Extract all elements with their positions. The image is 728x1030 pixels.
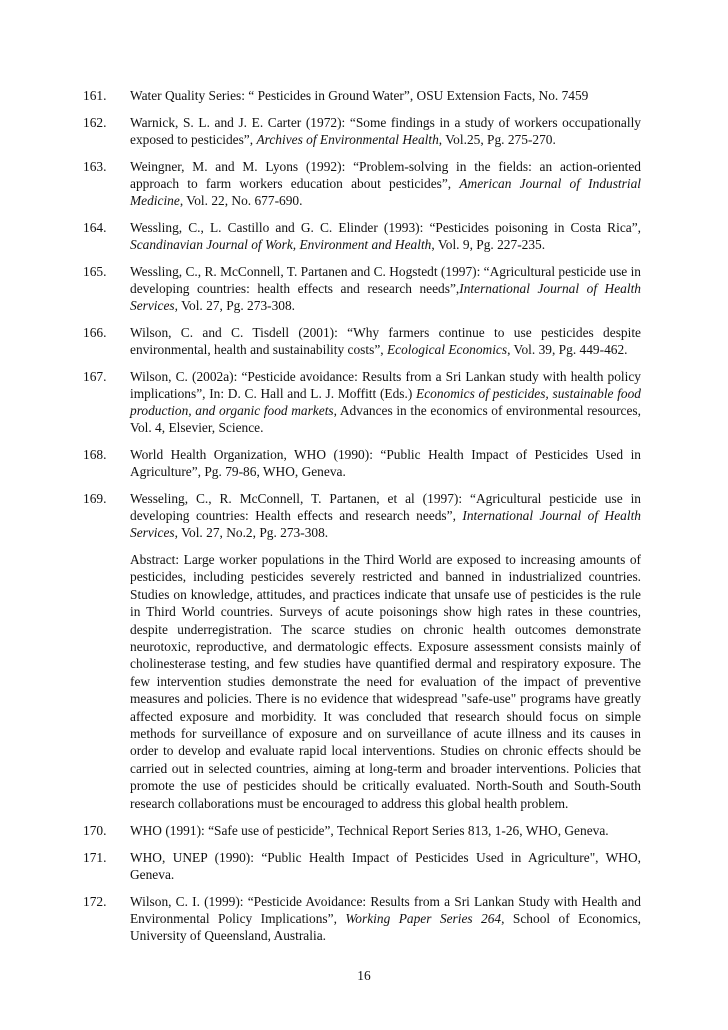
reference-number: 166. <box>83 325 107 340</box>
reference-list <box>83 87 641 954</box>
reference-text-segment: WHO (1991): “Safe use of pesticide”, Technical Report Series 813, 1-26, WHO, Geneva. <box>130 823 609 839</box>
reference-text-segment: , Vol. 22, No. 677-690. <box>179 193 303 208</box>
reference-text <box>130 263 641 314</box>
reference-number: 170. <box>83 823 107 839</box>
reference-text <box>130 446 641 480</box>
reference-text <box>130 822 641 839</box>
reference-number: 162. <box>83 115 107 130</box>
reference-entry <box>83 490 641 541</box>
reference-text-segment: , Advances in the economics of environmental resources, Vol. 4, Elsevier, Science. <box>130 403 641 435</box>
reference-title-italic: Economics of pesticides, sustainable food production, and organic food markets <box>130 386 641 418</box>
reference-text-segment: , Vol.25, Pg. 275-270. <box>438 132 556 147</box>
reference-text <box>130 490 641 541</box>
reference-title-italic: International Journal of Health Services <box>130 508 641 540</box>
reference-text-segment: Wesseling, C., R. McConnell, T. Partanen, et al (1997): “Agricultural pesticide use in developing countries: Health effects and research needs”, <box>130 491 641 523</box>
reference-text-segment: , Vol. 27, No.2, Pg. 273-308. <box>174 525 329 540</box>
reference-text-segment: WHO, UNEP (1990): “Public Health Impact of Pesticides Used in Agriculture", WHO, Geneva. <box>130 850 641 883</box>
reference-entry <box>83 849 641 883</box>
reference-entry <box>83 368 641 436</box>
reference-abstract: Abstract: Large worker populations in the Third World are exposed to increasing amounts of pesticides, including pesticides severely restricted and banned in industrialized countries. Studies on knowledge, attitudes, and practices indicate that unsafe use of pesticides is the rule in Third World countries. Surveys of acute poisonings show high rates in these countries, despite underregistration. The scarce studies on chronic health outcomes demonstrate neurotoxic, reproductive, and dermatologic effects. Exposure assessment consists mainly of cholinesterase testing, and few studies have quantified dermal and respiratory exposure. The few intervention studies demonstrate the need for evaluation of the impact of preventive measures and policies. There is no evidence that widespread "safe-use" programs have greatly affected exposure and morbidity. It was concluded that research should focus on simple methods for surveillance of exposure and on surveillance of acute illness and its causes in order to develop and evaluate rapid local interventions. Studies on chronic effects should be carried out in selected countries, aiming at long-term and broader interventions. Policies that promote the use of pesticides should be critically evaluated. North-South and South-South research collaborations must be encouraged to address this global health problem. <box>130 552 641 811</box>
reference-entry <box>83 114 641 148</box>
reference-text <box>130 368 641 436</box>
reference-text-segment: , Vol. 27, Pg. 273-308. <box>174 298 296 313</box>
reference-text-segment: Water Quality Series: “ Pesticides in Ground Water”, OSU Extension Facts, No. 7459 <box>130 88 589 103</box>
reference-entry <box>83 446 641 480</box>
reference-text-segment: , Vol. 9, Pg. 227-235. <box>431 237 546 252</box>
reference-entry <box>83 324 641 358</box>
reference-title-italic: Archives of Environmental Health <box>256 132 439 147</box>
reference-number: 167. <box>83 369 107 384</box>
reference-title-italic: Working Paper Series 264 <box>345 911 502 927</box>
reference-number: 163. <box>83 159 107 174</box>
page-number: 16 <box>357 968 371 983</box>
reference-text-segment: Wilson, C. (2002a): “Pesticide avoidance: Results from a Sri Lankan study with health policy implications”, In: D. C. Hall and L. J. Moffitt (Eds.) <box>130 369 641 401</box>
reference-text-segment: Wessling, C., R. McConnell, T. Partanen and C. Hogstedt (1997): “Agricultural pesticide use in developing countries: health effects and research needs”, <box>130 264 641 296</box>
reference-text <box>130 87 641 104</box>
reference-entry <box>83 219 641 253</box>
reference-title-italic: Ecological Economics <box>386 342 508 357</box>
reference-number: 172. <box>83 894 107 910</box>
reference-title-italic: International Journal of Health Services <box>130 281 641 313</box>
reference-text-segment: Wessling, C., L. Castillo and G. C. Elinder (1993): “Pesticides poisoning in Costa Rica”, <box>130 220 641 235</box>
reference-text <box>130 158 641 209</box>
reference-text <box>130 114 641 148</box>
reference-entry <box>83 822 641 839</box>
reference-text-segment: Wilson, C. I. (1999): “Pesticide Avoidance: Results from a Sri Lankan Study with Health and Environmental Policy Implications”, <box>130 894 641 927</box>
reference-number: 164. <box>83 220 107 235</box>
reference-text-segment: , School of Economics, University of Queensland, Australia. <box>130 911 642 944</box>
reference-entry <box>83 158 641 209</box>
reference-entry <box>83 263 641 314</box>
reference-text-segment: , Vol. 39, Pg. 449-462. <box>507 342 628 357</box>
reference-title-italic: Scandinavian Journal of Work, Environment and Health <box>130 237 432 252</box>
reference-number: 161. <box>83 88 107 103</box>
reference-number: 168. <box>83 447 107 462</box>
reference-entry <box>83 87 641 104</box>
reference-number: 169. <box>83 491 107 506</box>
reference-text <box>130 849 641 883</box>
reference-text <box>130 324 641 358</box>
reference-text-segment: Weingner, M. and M. Lyons (1992): “Problem-solving in the fields: an action-oriented approach to farm workers education about pesticides”, <box>130 159 641 191</box>
reference-text-segment: World Health Organization, WHO (1990): “Public Health Impact of Pesticides Used in Agriculture”, Pg. 79-86, WHO, Geneva. <box>130 447 641 479</box>
reference-number: 171. <box>83 850 107 866</box>
reference-entry <box>83 893 641 944</box>
reference-text-segment: Warnick, S. L. and J. E. Carter (1972): “Some findings in a study of workers occupationally exposed to pesticides”, <box>130 115 641 147</box>
reference-text <box>130 893 641 944</box>
reference-title-italic: American Journal of Industrial Medicine <box>130 176 642 208</box>
reference-text-segment: Wilson, C. and C. Tisdell (2001): “Why farmers continue to use pesticides despite environmental, health and sustainability costs”, <box>130 325 641 357</box>
reference-number: 165. <box>83 264 107 279</box>
reference-text <box>130 219 641 253</box>
